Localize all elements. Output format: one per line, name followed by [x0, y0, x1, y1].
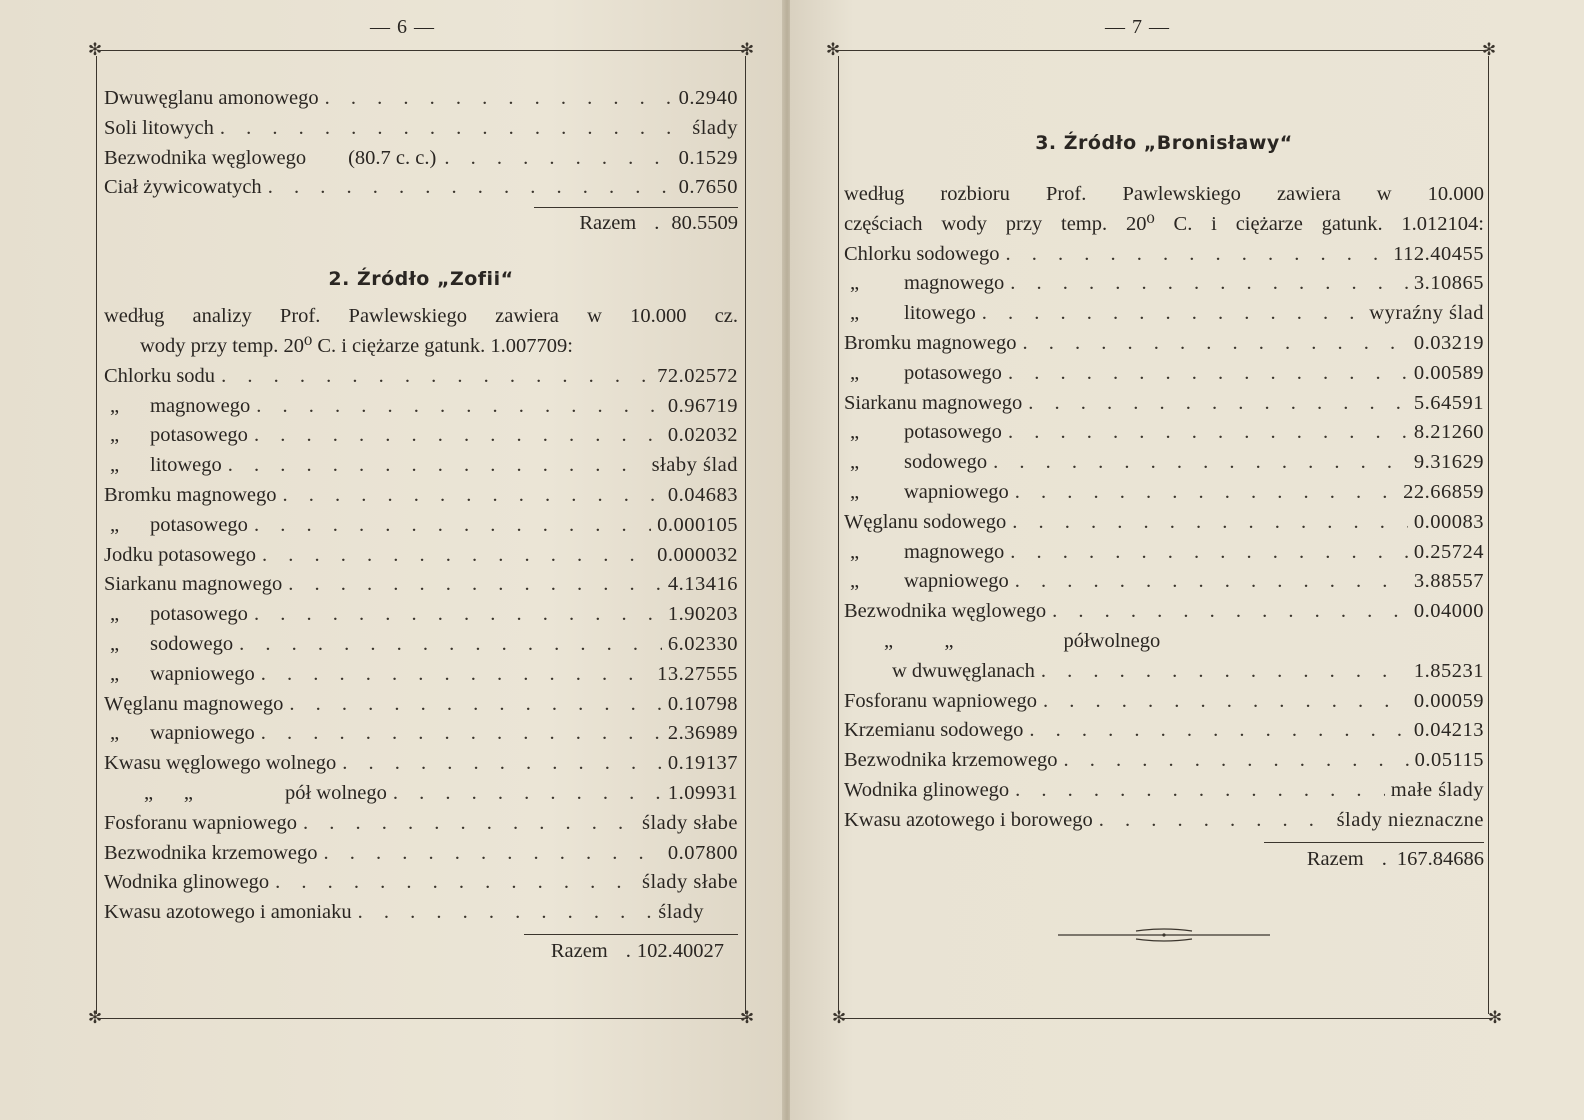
intro-text: według rozbioru Prof. Pawlewskiego zawiera w 10.000: [844, 183, 1484, 205]
list-item: „ potasowego . . . 0.00589: [844, 359, 1484, 389]
list-item: Siarkanu magnowego . . . 4.13416: [104, 570, 738, 600]
frame-right-rule: [745, 56, 746, 1014]
list-item: w dwuwęglanach . . . 1.85231: [844, 657, 1484, 687]
page-number: — 6 —: [370, 16, 435, 38]
list-item: „ wapniowego . . . 13.27555: [104, 660, 738, 690]
list-item: Bromku magnowego . . . 0.03219: [844, 329, 1484, 359]
volume-note: (80.7 c. c.): [348, 146, 437, 169]
frame-left-rule: [838, 56, 839, 1014]
ditto-mark: „: [850, 570, 860, 593]
list-item: „ „ pół wolnego . . . 1.09931: [104, 779, 738, 809]
corner-ornament-icon: ✻: [739, 1008, 755, 1027]
ditto-mark: „: [850, 361, 860, 384]
list-item: Siarkanu magnowego . . . 5.64591: [844, 389, 1484, 419]
list-item: Kwasu azotowego i borowego . . . ślady nieznaczne: [844, 806, 1484, 836]
frame-left-rule: [96, 56, 97, 1014]
frame-bottom-rule: [100, 1018, 748, 1019]
ditto-mark: „: [110, 662, 120, 685]
list-item: Chlorku sodu . . . 72.02572: [104, 362, 738, 392]
list-item: Węglanu sodowego . . . 0.00083: [844, 508, 1484, 538]
ditto-mark: „: [110, 513, 120, 536]
list-item: „ magnowego . . . 0.25724: [844, 538, 1484, 568]
right-page-content: [844, 126, 1484, 875]
list-item: Kwasu węglowego wolnego . . . 0.19137: [104, 749, 738, 779]
corner-ornament-icon: ✻: [87, 40, 103, 59]
section-heading: 2. Źródło „Zofii“: [328, 268, 514, 291]
page-6: [0, 0, 784, 1120]
left-page-content: [104, 84, 738, 967]
ditto-mark: „: [850, 540, 860, 563]
ditto-mark: „ „: [144, 781, 193, 804]
ditto-mark: „: [110, 394, 120, 417]
total-row: Razem . 102.40027: [550, 939, 724, 962]
list-item: Fosforanu wapniowego . . . 0.00059: [844, 687, 1484, 717]
list-item: „ potasowego . . . 1.90203: [104, 600, 738, 630]
intro-text: częściach wody przy temp. 20⁰ C. i ciężarze gatunk. 1.012104:: [844, 212, 1484, 235]
ditto-mark: „: [850, 421, 860, 444]
corner-ornament-icon: ✻: [87, 1008, 103, 1027]
list-item: „ sodowego . . . 9.31629: [844, 448, 1484, 478]
total-row: Razem . 167.84686: [1306, 847, 1484, 870]
total-row: Razem . 80.5509: [579, 212, 738, 235]
intro-text: według analizy Prof. Pawlewskiego zawiera w 10.000 cz.: [104, 305, 738, 328]
list-item: Krzemianu sodowego . . . 0.04213: [844, 716, 1484, 746]
frame-top-rule: [100, 50, 748, 51]
corner-ornament-icon: ✻: [739, 40, 755, 59]
page-7: [790, 0, 1584, 1120]
list-item: Soli litowych . . . ślady: [104, 114, 738, 144]
list-item: „ magnowego . . . 3.10865: [844, 269, 1484, 299]
list-item: Dwuwęglanu amonowego . . . 0.2940: [104, 84, 738, 114]
list-item: Bezwodnika krzemowego . . . 0.05115: [844, 746, 1484, 776]
page-number: — 7 —: [1105, 16, 1170, 38]
list-item: Węglanu magnowego . . . 0.10798: [104, 690, 738, 720]
ditto-mark: „: [850, 272, 860, 295]
list-item: „ magnowego . . . 0.96719: [104, 392, 738, 422]
list-item: „ „ półwolnego: [884, 629, 1161, 652]
corner-ornament-icon: ✻: [1481, 40, 1497, 59]
ditto-mark: „ „: [884, 629, 954, 652]
list-item: Bezwodnika krzemowego . . . 0.07800: [104, 839, 738, 869]
list-item: Wodnika glinowego . . . małe ślady: [844, 776, 1484, 806]
list-item: Fosforanu wapniowego . . . ślady słabe: [104, 809, 738, 839]
ditto-mark: „: [110, 603, 120, 626]
section-heading: 3. Źródło „Bronisławy“: [1035, 132, 1293, 154]
ditto-mark: „: [850, 302, 860, 325]
corner-ornament-icon: ✻: [825, 40, 841, 59]
list-item: Kwasu azotowego i amoniaku . . . ślady: [104, 898, 738, 928]
list-item: „ litowego . . . wyraźny ślad: [844, 299, 1484, 329]
list-item: „ potasowego . . . 0.02032: [104, 421, 738, 451]
list-item: Bezwodnika węglowego . . . 0.04000: [844, 597, 1484, 627]
ditto-mark: „: [110, 424, 120, 447]
list-item: „ litowego . . . słaby ślad: [104, 451, 738, 481]
ditto-mark: „: [850, 480, 860, 503]
list-item: Wodnika glinowego . . . ślady słabe: [104, 868, 738, 898]
frame-right-rule: [1488, 56, 1489, 1014]
list-item: „ wapniowego . . . 3.88557: [844, 567, 1484, 597]
intro-text: wody przy temp. 20⁰ C. i ciężarze gatunk. 1.007709:: [140, 334, 573, 357]
end-ornament-icon: [1058, 928, 1270, 942]
list-item: „ sodowego . . . 6.02330: [104, 630, 738, 660]
list-item: Bromku magnowego . . . 0.04683: [104, 481, 738, 511]
ditto-mark: „: [110, 454, 120, 477]
ditto-mark: „: [110, 722, 120, 745]
list-item: Jodku potasowego . . . 0.000032: [104, 541, 738, 571]
frame-bottom-rule: [840, 1018, 1492, 1019]
list-item: „ wapniowego . . . 2.36989: [104, 719, 738, 749]
ditto-mark: „: [110, 632, 120, 655]
frame-top-rule: [838, 50, 1488, 51]
ditto-mark: „: [850, 451, 860, 474]
list-item: „ potasowego . . . 0.000105: [104, 511, 738, 541]
list-item: „ wapniowego . . . 22.66859: [844, 478, 1484, 508]
list-item: „ potasowego . . . 8.21260: [844, 418, 1484, 448]
corner-ornament-icon: ✻: [1487, 1008, 1503, 1027]
list-item: Chlorku sodowego . . . 112.40455: [844, 240, 1484, 270]
corner-ornament-icon: ✻: [831, 1008, 847, 1027]
list-item: Ciał żywicowatych . . . 0.7650: [104, 173, 738, 203]
list-item: Bezwodnika węglowego (80.7 c. c.) . . . 0.1529: [104, 144, 738, 174]
